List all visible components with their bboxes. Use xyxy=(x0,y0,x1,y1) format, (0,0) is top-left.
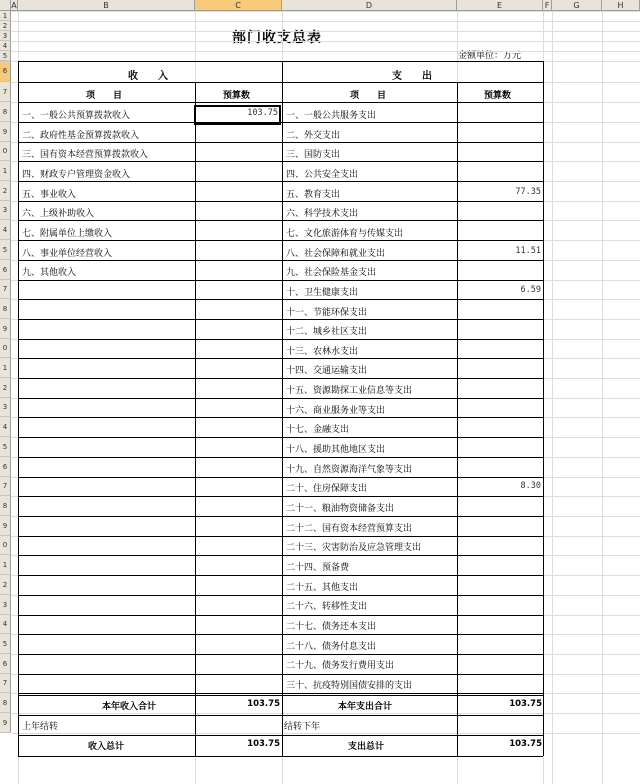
table-border xyxy=(18,477,543,478)
income-budget-col-header: 预算数 xyxy=(223,91,251,101)
income-header: 收 入 xyxy=(128,71,168,82)
table-border xyxy=(18,299,543,300)
table-border xyxy=(18,220,543,221)
row-header[interactable]: 5 xyxy=(0,51,11,61)
table-border xyxy=(18,82,543,83)
income-item-col-header: 项 目 xyxy=(86,91,123,101)
table-border xyxy=(18,536,543,537)
table-border xyxy=(18,735,543,736)
table-border xyxy=(18,555,543,556)
grid-row-line xyxy=(11,41,640,42)
income-item-label: 五、事业收入 xyxy=(22,190,77,200)
expense-item-label: 四、公共安全支出 xyxy=(286,170,359,180)
income-total: 103.75 xyxy=(247,739,280,749)
table-border xyxy=(18,715,543,716)
expense-item-label: 二十七、债务还本支出 xyxy=(286,622,377,632)
table-border xyxy=(18,674,543,675)
table-border xyxy=(18,260,543,261)
table-border xyxy=(18,201,543,202)
row-header[interactable]: 4 xyxy=(0,615,11,634)
expense-item-label: 七、文化旅游体育与传媒支出 xyxy=(286,229,404,239)
expense-item-label: 十七、金融支出 xyxy=(286,425,350,435)
expense-item-label: 十、卫生健康支出 xyxy=(286,288,359,298)
column-header-e[interactable]: E xyxy=(457,0,543,11)
expense-item-label: 二十一、粮油物资储备支出 xyxy=(286,504,395,514)
row-header[interactable]: 9 xyxy=(0,516,11,536)
row-header[interactable]: 8 xyxy=(0,102,11,122)
column-header-g[interactable]: G xyxy=(552,0,602,11)
expense-header: 支 出 xyxy=(392,71,432,82)
grid-row-line xyxy=(11,31,640,32)
table-border xyxy=(18,181,543,182)
expense-year-total-label: 本年支出合计 xyxy=(338,702,393,712)
row-header[interactable]: 9 xyxy=(0,122,11,142)
row-header[interactable]: 6 xyxy=(0,260,11,280)
row-header[interactable]: 5 xyxy=(0,240,11,260)
row-header[interactable]: 4 xyxy=(0,41,11,51)
row-header[interactable]: 9 xyxy=(0,713,11,733)
table-border xyxy=(18,398,543,399)
table-border xyxy=(18,457,543,458)
income-item-label: 八、事业单位经营收入 xyxy=(22,249,113,259)
expense-item-label: 三十、抗疫特别国债安排的支出 xyxy=(286,681,413,691)
row-header[interactable]: 8 xyxy=(0,496,11,516)
prev-balance-label: 上年结转 xyxy=(22,722,59,732)
column-header-h[interactable]: H xyxy=(602,0,640,11)
table-border xyxy=(18,61,19,756)
income-item-label: 九、其他收入 xyxy=(22,268,77,278)
expense-item-value: 77.35 xyxy=(515,187,541,197)
table-border xyxy=(18,437,543,438)
expense-item-col-header: 项 目 xyxy=(350,91,387,101)
expense-budget-col-header: 预算数 xyxy=(484,91,512,101)
column-header-a[interactable]: A xyxy=(11,1,17,10)
table-border xyxy=(18,615,543,616)
expense-item-label: 二十二、国有资本经营预算支出 xyxy=(286,524,413,534)
expense-item-label: 二十六、转移性支出 xyxy=(286,602,368,612)
expense-item-label: 五、教育支出 xyxy=(286,190,341,200)
table-border xyxy=(18,142,543,143)
grid-row-line xyxy=(11,21,640,22)
table-border xyxy=(18,575,543,576)
row-header[interactable]: 8 xyxy=(0,693,11,713)
row-header[interactable]: 7 xyxy=(0,477,11,496)
expense-item-label: 十八、援助其他地区支出 xyxy=(286,445,386,455)
income-item-value: 103.75 xyxy=(247,108,278,118)
row-header[interactable]: 5 xyxy=(0,437,11,457)
grid-row-line xyxy=(11,51,640,52)
active-cell-cursor[interactable] xyxy=(194,105,281,125)
table-border xyxy=(18,595,543,596)
column-header-b[interactable]: B xyxy=(18,0,195,11)
expense-year-total: 103.75 xyxy=(509,699,542,709)
column-header-c[interactable]: C xyxy=(195,0,282,11)
table-border xyxy=(18,417,543,418)
expense-item-label: 六、科学技术支出 xyxy=(286,209,359,219)
income-total-label: 收入总计 xyxy=(88,742,125,752)
table-border xyxy=(18,102,543,103)
row-header[interactable]: 1 xyxy=(0,11,11,21)
expense-item-value: 8.30 xyxy=(520,481,541,491)
row-header[interactable]: 6 xyxy=(0,654,11,674)
table-border xyxy=(18,339,543,340)
expense-total: 103.75 xyxy=(509,739,542,749)
row-header[interactable]: 9 xyxy=(0,319,11,339)
expense-item-label: 一、一般公共服务支出 xyxy=(286,111,377,121)
income-year-total: 103.75 xyxy=(247,699,280,709)
expense-item-label: 十四、交通运输支出 xyxy=(286,366,368,376)
row-header[interactable]: 3 xyxy=(0,201,11,220)
income-item-label: 三、国有资本经营预算拨款收入 xyxy=(22,150,149,160)
expense-item-label: 十六、商业服务业等支出 xyxy=(286,406,386,416)
expense-item-label: 二十四、预备费 xyxy=(286,563,350,573)
next-balance-label: 结转下年 xyxy=(284,722,321,732)
table-border xyxy=(18,756,543,757)
table-border xyxy=(18,378,543,379)
expense-item-label: 十一、节能环保支出 xyxy=(286,308,368,318)
column-header-f[interactable]: F xyxy=(543,0,552,11)
table-border xyxy=(18,61,543,62)
row-header[interactable]: 7 xyxy=(0,82,11,102)
grid-row-line xyxy=(11,733,640,734)
table-border xyxy=(18,693,543,694)
expense-item-label: 二十、住房保障支出 xyxy=(286,484,368,494)
table-border xyxy=(543,61,544,756)
row-header[interactable]: 2 xyxy=(0,575,11,595)
grid-row-line xyxy=(11,11,640,12)
row-header[interactable]: 4 xyxy=(0,220,11,240)
table-border xyxy=(18,654,543,655)
row-header[interactable]: 1 xyxy=(0,358,11,378)
row-header[interactable]: 3 xyxy=(0,31,11,41)
table-border xyxy=(18,695,543,696)
row-header[interactable]: 6 xyxy=(0,457,11,477)
table-border xyxy=(18,634,543,635)
table-border xyxy=(18,358,543,359)
income-item-label: 二、政府性基金预算拨款收入 xyxy=(22,131,140,141)
select-all-corner[interactable] xyxy=(0,0,11,11)
expense-item-value: 6.59 xyxy=(520,285,541,295)
table-border xyxy=(18,280,543,281)
table-border xyxy=(18,319,543,320)
expense-item-label: 二十九、债务发行费用支出 xyxy=(286,661,395,671)
row-header[interactable]: 2 xyxy=(0,21,11,31)
expense-item-label: 八、社会保障和就业支出 xyxy=(286,249,386,259)
row-header[interactable]: 4 xyxy=(0,417,11,437)
report-title: 部门收支总表 xyxy=(232,30,322,46)
grid-row-line xyxy=(11,713,640,714)
expense-item-label: 二、外交支出 xyxy=(286,131,341,141)
table-border xyxy=(18,516,543,517)
row-header[interactable]: 1 xyxy=(0,555,11,575)
row-header[interactable]: 2 xyxy=(0,378,11,398)
expense-item-label: 十三、农林水支出 xyxy=(286,347,359,357)
row-header[interactable]: 0 xyxy=(0,142,11,161)
row-header[interactable]: 6 xyxy=(0,61,11,82)
expense-item-label: 二十五、其他支出 xyxy=(286,583,359,593)
row-header[interactable]: 0 xyxy=(0,536,11,555)
row-header[interactable]: 0 xyxy=(0,339,11,358)
table-border xyxy=(18,496,543,497)
column-header-d[interactable]: D xyxy=(282,0,457,11)
expense-item-label: 三、国防支出 xyxy=(286,150,341,160)
unit-label: 金额单位：万元 xyxy=(458,51,522,61)
expense-item-label: 二十三、灾害防治及应急管理支出 xyxy=(286,543,422,553)
income-item-label: 一、一般公共预算拨款收入 xyxy=(22,111,131,121)
table-border xyxy=(18,240,543,241)
expense-item-label: 九、社会保险基金支出 xyxy=(286,268,377,278)
expense-item-label: 十二、城乡社区支出 xyxy=(286,327,368,337)
row-header[interactable]: 3 xyxy=(0,398,11,417)
table-border xyxy=(18,161,543,162)
expense-item-value: 11.51 xyxy=(515,246,541,256)
income-item-label: 七、附属单位上缴收入 xyxy=(22,229,113,239)
row-header[interactable]: 5 xyxy=(0,634,11,654)
row-header[interactable]: 2 xyxy=(0,181,11,201)
income-year-total-label: 本年收入合计 xyxy=(102,702,157,712)
row-header[interactable]: 3 xyxy=(0,595,11,615)
expense-total-label: 支出总计 xyxy=(348,742,385,752)
row-header[interactable]: 7 xyxy=(0,674,11,693)
expense-item-label: 二十八、债务付息支出 xyxy=(286,642,377,652)
row-header[interactable]: 8 xyxy=(0,299,11,319)
expense-item-label: 十九、自然资源海洋气象等支出 xyxy=(286,465,413,475)
row-header[interactable]: 1 xyxy=(0,161,11,181)
table-border xyxy=(282,61,283,756)
row-header[interactable]: 7 xyxy=(0,280,11,299)
expense-item-label: 十五、资源勘探工业信息等支出 xyxy=(286,386,413,396)
income-item-label: 四、财政专户管理资金收入 xyxy=(22,170,131,180)
income-item-label: 六、上级补助收入 xyxy=(22,209,95,219)
